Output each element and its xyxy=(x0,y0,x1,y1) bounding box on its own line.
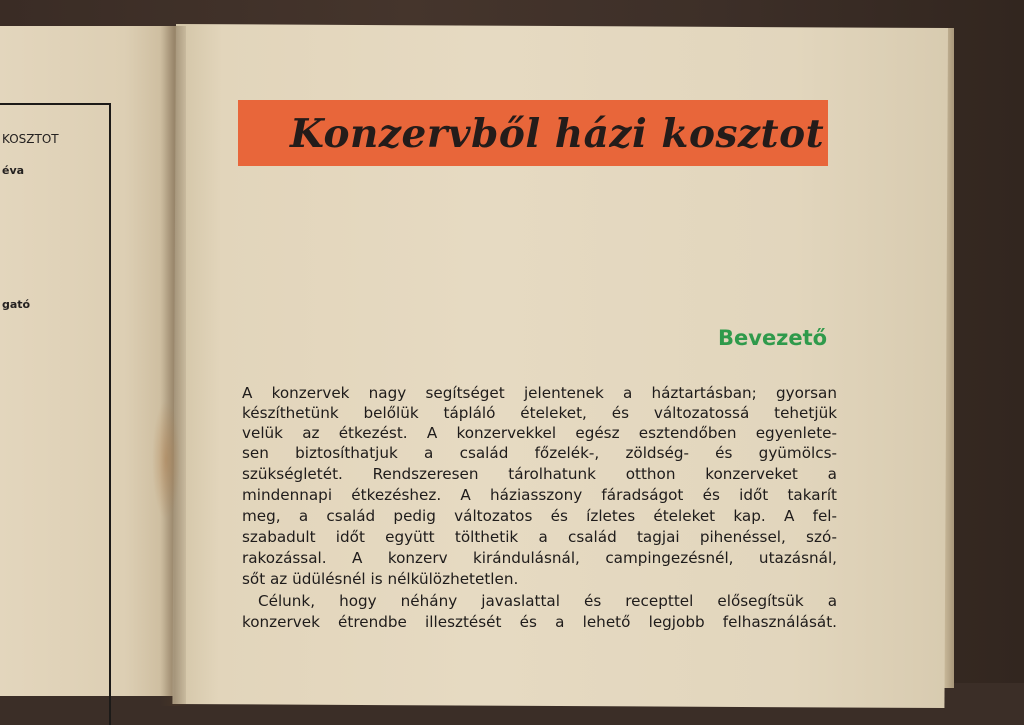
body-line: sőt az üdülésnél is nélkülözhetetlen. xyxy=(242,570,519,588)
left-page xyxy=(0,26,178,696)
body-line: készíthetünk belőlük tápláló ételeket, és változatossá tehetjük xyxy=(242,404,837,422)
book-spine xyxy=(160,26,186,706)
body-line: szükségletét. Rendszeresen tárolhatunk otthon konzerveket a xyxy=(242,465,837,483)
left-page-line: KOSZTOT xyxy=(2,132,59,146)
left-page-line: gató xyxy=(2,298,31,311)
body-line: konzervek étrendbe illesztését és a lehető legjobb felhasználását. xyxy=(242,613,837,631)
body-line: Célunk, hogy néhány javaslattal és recepttel elősegítsük a xyxy=(258,592,837,610)
left-page-line: éva xyxy=(2,164,25,177)
body-line: rakozással. A konzerv kirándulásnál, campingezésnél, utazásnál, xyxy=(242,549,837,567)
page-title: Konzervből házi kosztot xyxy=(290,111,825,157)
body-line: velük az étkezést. A konzervekkel egész esztendőben egyenlete- xyxy=(242,424,837,442)
body-line: sen biztosíthatjuk a család főzelék-, zöldség- és gyümölcs- xyxy=(242,444,837,462)
paper-stain xyxy=(152,400,180,520)
body-line: A konzervek nagy segítséget jelentenek a háztartásban; gyorsan xyxy=(242,384,837,402)
section-heading: Bevezető xyxy=(718,326,828,350)
body-line: mindennapi étkezéshez. A háziasszony fáradságot és időt takarít xyxy=(242,486,837,504)
body-line: szabadult időt együtt tölthetik a család tagjai pihenéssel, szó- xyxy=(242,528,837,546)
body-line: meg, a család pedig változatos és ízletes ételeket kap. A fel- xyxy=(242,507,837,525)
left-page-frame xyxy=(0,103,111,725)
